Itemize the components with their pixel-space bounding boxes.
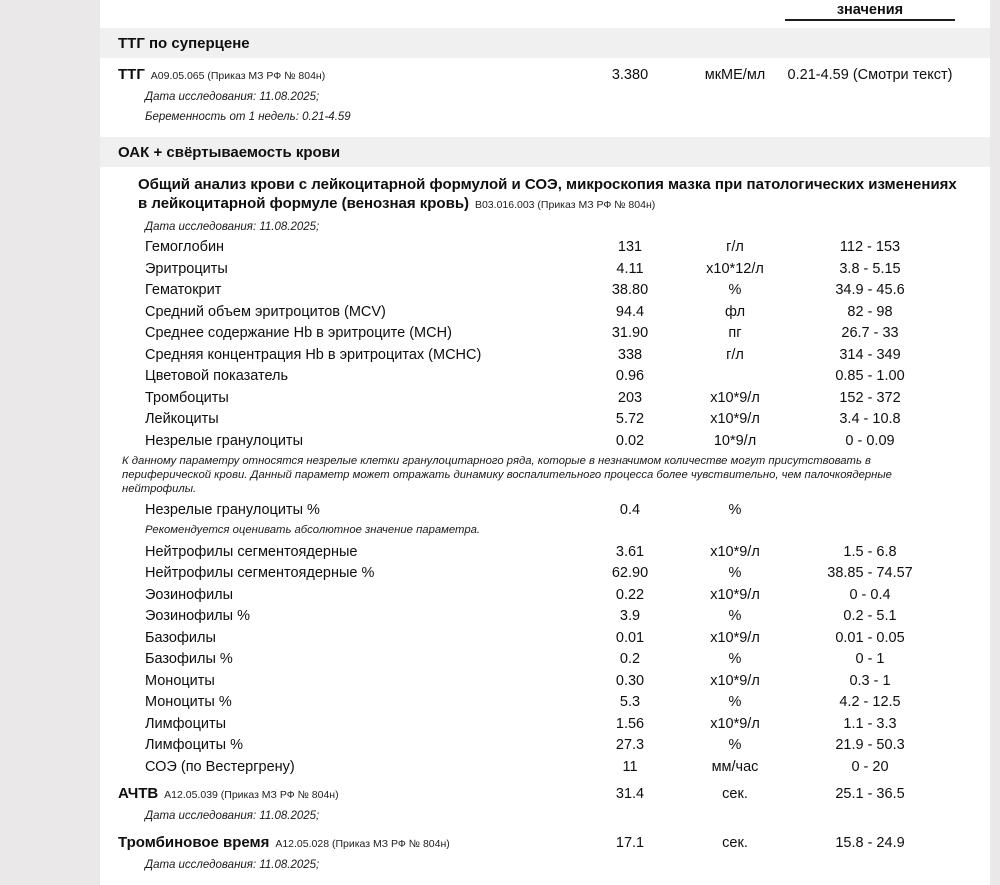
value-cell: 31.90 xyxy=(611,325,649,341)
unit-cell: г/л xyxy=(726,239,744,255)
note-text: Рекомендуется оценивать абсолютное значение параметра. xyxy=(145,524,481,536)
ref-cell: 0.85 - 1.00 xyxy=(835,368,905,384)
param-row xyxy=(100,301,990,323)
note-text: К данному параметру относятся незрелые клетки гранулоцитарного ряда, которые в незначимом количестве могут присутствовать в периферической крови. Данный параметр может отражать динамику воспалительного процесса более чувствительно, чем палочкоядерные нейтрофилы. xyxy=(122,454,892,495)
param-row xyxy=(100,237,990,259)
param-name: Лимфоциты xyxy=(145,715,227,732)
value-cell: 3.9 xyxy=(619,608,641,624)
ref-cell: 112 - 153 xyxy=(839,239,901,255)
ref-cell: 38.85 - 74.57 xyxy=(827,565,913,581)
name-cell xyxy=(100,759,575,776)
ref-cell: 26.7 - 33 xyxy=(841,325,899,341)
name-cell xyxy=(100,368,575,385)
unit-cell: х10*12/л xyxy=(706,260,764,277)
unit-cell: % xyxy=(728,502,742,518)
unit-cell: % xyxy=(728,651,742,667)
name-cell xyxy=(100,390,575,407)
unit-cell: мкМЕ/мл xyxy=(704,66,766,83)
param-row xyxy=(100,713,990,735)
value-cell: 3.61 xyxy=(615,543,645,560)
ref-cell: 0.01 - 0.05 xyxy=(835,629,905,646)
test-code: A12.05.028 (Приказ МЗ РФ № 804н) xyxy=(272,837,450,850)
param-row xyxy=(100,692,990,714)
ref-cell: 82 - 98 xyxy=(847,303,893,320)
unit-cell: сек. xyxy=(722,834,748,851)
name-cell xyxy=(100,325,575,342)
value-cell: 0.4 xyxy=(619,502,641,518)
unit-cell: % xyxy=(728,694,742,710)
ref-cell: 0 - 1 xyxy=(855,651,885,667)
name-cell xyxy=(100,433,575,450)
value-cell: 31.4 xyxy=(615,786,645,802)
ref-cell: 314 - 349 xyxy=(839,346,901,363)
param-row xyxy=(100,606,990,628)
unit-cell: г/л xyxy=(726,346,744,363)
unit-cell: пг xyxy=(728,325,742,341)
unit-cell: фл xyxy=(724,303,746,320)
param-row xyxy=(100,627,990,649)
name-cell xyxy=(100,347,575,364)
name-cell xyxy=(100,587,575,604)
param-name: Моноциты xyxy=(145,672,215,689)
param-name: Лейкоциты xyxy=(145,411,219,427)
test-code: A09.05.065 (Приказ МЗ РФ № 804н) xyxy=(147,69,326,82)
name-cell xyxy=(100,716,575,733)
value-cell: 338 xyxy=(617,346,643,363)
value-cell: 62.90 xyxy=(611,565,649,581)
ref-cell: 0.2 - 5.1 xyxy=(843,608,897,624)
value-cell: 38.80 xyxy=(611,282,649,298)
param-name: Эозинофилы % xyxy=(145,608,250,624)
ref-cell: 0 - 20 xyxy=(851,758,889,775)
lab-report-page xyxy=(100,0,990,885)
assay-code: B03.016.003 (Приказ МЗ РФ № 804н) xyxy=(472,198,656,211)
meta-text: Беременность от 1 недель: 0.21-4.59 xyxy=(145,110,351,123)
name-cell xyxy=(100,651,575,668)
param-name: Незрелые гранулоциты % xyxy=(145,502,320,518)
unit-cell: х10*9/л xyxy=(710,672,760,689)
meta-text: Дата исследования: 11.08.2025; xyxy=(145,90,320,103)
test-name: АЧТВ xyxy=(118,785,159,802)
test-row xyxy=(100,784,990,807)
section-title: ТТГ по суперцене xyxy=(118,35,250,52)
name-cell xyxy=(100,835,575,853)
ref-column-header: значения xyxy=(785,2,955,21)
unit-cell: х10*9/л xyxy=(710,586,760,603)
unit-cell: % xyxy=(728,737,742,753)
value-cell: 11 xyxy=(622,758,638,775)
value-cell: 0.01 xyxy=(615,629,645,646)
test-code: A12.05.039 (Приказ МЗ РФ № 804н) xyxy=(161,789,339,801)
value-cell: 17.1 xyxy=(615,834,645,851)
ref-cell: 0.3 - 1 xyxy=(849,672,891,689)
name-cell xyxy=(100,630,575,647)
table-header-partial xyxy=(100,2,990,18)
test-name: Тромбиновое время xyxy=(118,833,270,851)
value-cell: 131 xyxy=(617,239,643,255)
ref-cell: 1.5 - 6.8 xyxy=(843,543,897,560)
ref-cell: 21.9 - 50.3 xyxy=(835,737,905,753)
unit-cell: % xyxy=(728,565,742,581)
param-row xyxy=(100,735,990,757)
meta-text: Дата исследования: 11.08.2025; xyxy=(145,220,320,233)
value-cell: 3.380 xyxy=(611,66,649,83)
param-row xyxy=(100,649,990,671)
section-header xyxy=(100,28,990,58)
ref-cell: 34.9 - 45.6 xyxy=(835,282,905,298)
value-cell: 0.2 xyxy=(619,651,641,667)
name-cell xyxy=(100,694,575,711)
param-row xyxy=(100,387,990,409)
value-cell: 4.11 xyxy=(616,260,644,277)
unit-cell: % xyxy=(728,282,742,298)
name-cell xyxy=(100,544,575,561)
value-cell: 0.02 xyxy=(615,432,645,449)
value-cell: 1.56 xyxy=(615,715,645,732)
param-name: Нейтрофилы сегментоядерные xyxy=(145,543,358,560)
unit-cell: х10*9/л xyxy=(710,411,760,427)
unit-cell: х10*9/л xyxy=(710,543,760,560)
name-cell xyxy=(100,737,575,754)
ref-cell: 25.1 - 36.5 xyxy=(835,786,905,802)
assay-title-row xyxy=(100,167,990,217)
value-cell: 94.4 xyxy=(615,303,645,320)
param-name: Базофилы xyxy=(145,629,216,646)
value-cell: 5.3 xyxy=(619,694,641,710)
meta-text: Дата исследования: 11.08.2025; xyxy=(145,810,320,822)
param-name: Цветовой показатель xyxy=(145,368,289,384)
test-row xyxy=(100,832,990,855)
unit-cell: мм/час xyxy=(711,758,759,775)
meta-text: Дата исследования: 11.08.2025; xyxy=(145,858,320,871)
unit-cell: х10*9/л xyxy=(710,715,760,732)
param-name: Эритроциты xyxy=(145,260,228,277)
ref-cell: 3.8 - 5.15 xyxy=(839,260,901,277)
unit-cell: х10*9/л xyxy=(710,389,760,406)
ref-cell: 1.1 - 3.3 xyxy=(843,715,897,732)
name-cell xyxy=(100,502,575,519)
ref-cell: 0.21-4.59 (Смотри текст) xyxy=(787,66,953,83)
assay-title: Общий анализ крови с лейкоцитарной формулой и СОЭ, микроскопия мазка при патологических изменениях в лейкоцитарной формуле (венозная кровь) xyxy=(138,175,957,212)
param-row xyxy=(100,756,990,778)
param-row xyxy=(100,584,990,606)
param-row xyxy=(100,500,990,522)
name-cell xyxy=(100,261,575,278)
value-cell: 5.72 xyxy=(615,411,645,427)
value-cell: 0.96 xyxy=(615,368,645,384)
ref-cell: 3.4 - 10.8 xyxy=(839,411,901,427)
param-row xyxy=(100,258,990,280)
ref-cell: 15.8 - 24.9 xyxy=(835,834,905,851)
name-cell xyxy=(100,67,575,85)
param-name: Базофилы % xyxy=(145,651,233,667)
param-name: Тромбоциты xyxy=(145,389,229,406)
name-cell xyxy=(100,608,575,625)
ref-cell: 4.2 - 12.5 xyxy=(839,694,901,710)
param-name: Лимфоциты % xyxy=(145,737,243,753)
name-cell xyxy=(100,304,575,321)
param-row xyxy=(100,323,990,345)
param-row xyxy=(100,366,990,388)
name-cell xyxy=(100,282,575,299)
param-row xyxy=(100,280,990,302)
value-cell: 27.3 xyxy=(615,737,645,753)
param-name: Эозинофилы xyxy=(145,586,234,603)
param-name: Гематокрит xyxy=(145,282,222,298)
value-cell: 203 xyxy=(617,389,643,406)
ref-cell: 0 - 0.4 xyxy=(849,586,891,603)
section-header xyxy=(100,137,990,167)
name-cell xyxy=(100,786,575,804)
param-name: Средняя концентрация Hb в эритроцитах (MCHC) xyxy=(145,346,482,363)
ref-cell: 152 - 372 xyxy=(839,389,901,406)
param-row xyxy=(100,344,990,366)
test-name: ТТГ xyxy=(118,65,145,83)
name-cell xyxy=(100,411,575,428)
name-cell xyxy=(100,565,575,582)
param-name: Незрелые гранулоциты xyxy=(145,432,303,449)
report-body xyxy=(100,28,990,875)
ref-cell: 0 - 0.09 xyxy=(845,432,895,449)
param-row xyxy=(100,409,990,431)
value-cell: 0.22 xyxy=(615,586,645,603)
param-name: Моноциты % xyxy=(145,694,232,710)
param-name: СОЭ (по Вестергрену) xyxy=(145,758,295,775)
param-name: Средний объем эритроцитов (MCV) xyxy=(145,303,386,320)
param-name: Среднее содержание Hb в эритроците (MCH) xyxy=(145,325,452,341)
unit-cell: 10*9/л xyxy=(713,432,757,449)
unit-cell: сек. xyxy=(722,786,748,802)
unit-cell: х10*9/л xyxy=(710,629,760,646)
name-cell xyxy=(100,673,575,690)
param-row xyxy=(100,541,990,563)
value-cell: 0.30 xyxy=(615,672,645,689)
param-row xyxy=(100,563,990,585)
param-name: Гемоглобин xyxy=(145,239,225,255)
unit-cell: % xyxy=(728,608,742,624)
param-row xyxy=(100,430,990,452)
name-cell xyxy=(100,239,575,256)
param-name: Нейтрофилы сегментоядерные % xyxy=(145,565,375,581)
section-title: ОАК + свёртываемость крови xyxy=(118,143,341,161)
test-row xyxy=(100,64,990,87)
param-row xyxy=(100,670,990,692)
